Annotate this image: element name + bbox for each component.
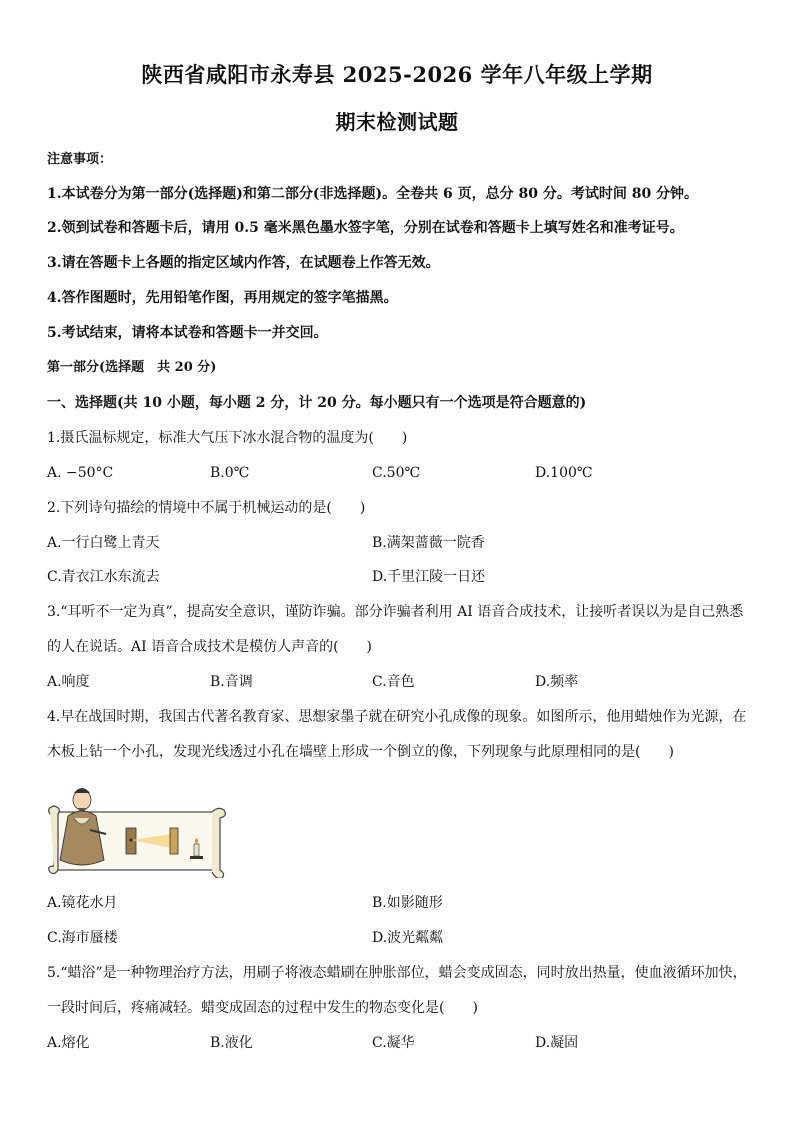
q4-option-b: B.如影随形 bbox=[372, 895, 443, 911]
q4-stem-line-2: 木板上钻一个小孔，发现光线透过小孔在墙壁上形成一个倒立的像，下列现象与此原理相同的是( ) bbox=[47, 744, 674, 760]
note-5: 5.考试结束，请将本试卷和答题卡一并交回。 bbox=[47, 325, 328, 341]
pinhole-camera-illustration bbox=[44, 778, 230, 878]
q5-option-d: D.凝固 bbox=[535, 1035, 579, 1051]
notes-heading: 注意事项： bbox=[47, 152, 113, 167]
q5-option-c: C.凝华 bbox=[372, 1035, 415, 1051]
q1-option-a: A. −50°C bbox=[47, 465, 114, 481]
note-3: 3.请在答题卡上各题的指定区域内作答，在试题卷上作答无效。 bbox=[47, 255, 440, 271]
q3-option-a: A.响度 bbox=[47, 674, 90, 690]
section1-heading: 一、选择题(共 10 小题，每小题 2 分，计 20 分。每小题只有一个选项是符合题意的) bbox=[47, 395, 587, 411]
q3-option-d: D.频率 bbox=[535, 674, 579, 690]
q1-option-b: B.0℃ bbox=[210, 465, 250, 481]
q5-option-b: B.液化 bbox=[210, 1035, 253, 1051]
q1-option-d: D.100℃ bbox=[535, 465, 593, 481]
q2-option-c: C.青衣江水东流去 bbox=[47, 569, 160, 585]
q4-option-a: A.镜花水月 bbox=[47, 895, 118, 911]
q2-stem: 2.下列诗句描绘的情境中不属于机械运动的是( ) bbox=[47, 500, 366, 516]
q4-option-d: D.波光粼粼 bbox=[372, 930, 444, 946]
q5-stem-line-1: 5.“蜡浴”是一种物理治疗方法，用刷子将液态蜡刷在肿胀部位，蜡会变成固态，同时放出热量，使血液循环加快， bbox=[47, 965, 747, 981]
q3-stem-line-2: 的人在说话。AI 语音合成技术是模仿人声音的( ) bbox=[47, 639, 373, 655]
q2-option-a: A.一行白鹭上青天 bbox=[47, 535, 160, 551]
exam-subtitle: 期末检测试题 bbox=[335, 110, 459, 134]
q5-option-a: A.熔化 bbox=[47, 1035, 90, 1051]
note-4: 4.答作图题时，先用铅笔作图，再用规定的签字笔描黑。 bbox=[47, 290, 398, 306]
note-2: 2.领到试卷和答题卡后，请用 0.5 毫米黑色墨水签字笔，分别在试卷和答题卡上填写姓名和准考证号。 bbox=[47, 220, 684, 236]
q1-option-c: C.50℃ bbox=[372, 465, 421, 481]
q2-option-d: D.千里江陵一日还 bbox=[372, 569, 486, 585]
q4-stem-line-1: 4.早在战国时期，我国古代著名教育家、思想家墨子就在研究小孔成像的现象。如图所示，他用蜡烛作为光源，在 bbox=[47, 709, 747, 725]
q3-stem-line-1: 3.“耳听不一定为真”，提高安全意识，谨防诈骗。部分诈骗者利用 AI 语音合成技术，让接听者误以为是自己熟悉 bbox=[47, 604, 744, 620]
part1-heading: 第一部分(选择题 共 20 分) bbox=[47, 360, 217, 375]
q2-option-b: B.满架蔷薇一院香 bbox=[372, 535, 485, 551]
exam-title: 陕西省咸阳市永寿县 2025-2026 学年八年级上学期 bbox=[141, 62, 653, 87]
q5-stem-line-2: 一段时间后，疼痛减轻。蜡变成固态的过程中发生的物态变化是( ) bbox=[47, 1000, 478, 1016]
q4-option-c: C.海市蜃楼 bbox=[47, 930, 118, 946]
q3-option-b: B.音调 bbox=[210, 674, 253, 690]
note-1: 1.本试卷分为第一部分(选择题)和第二部分(非选择题)。全卷共 6 页，总分 80 分。考试时间 80 分钟。 bbox=[47, 186, 699, 202]
q1-stem: 1.摄氏温标规定，标准大气压下冰水混合物的温度为( ) bbox=[47, 430, 408, 446]
q3-option-c: C.音色 bbox=[372, 674, 415, 690]
